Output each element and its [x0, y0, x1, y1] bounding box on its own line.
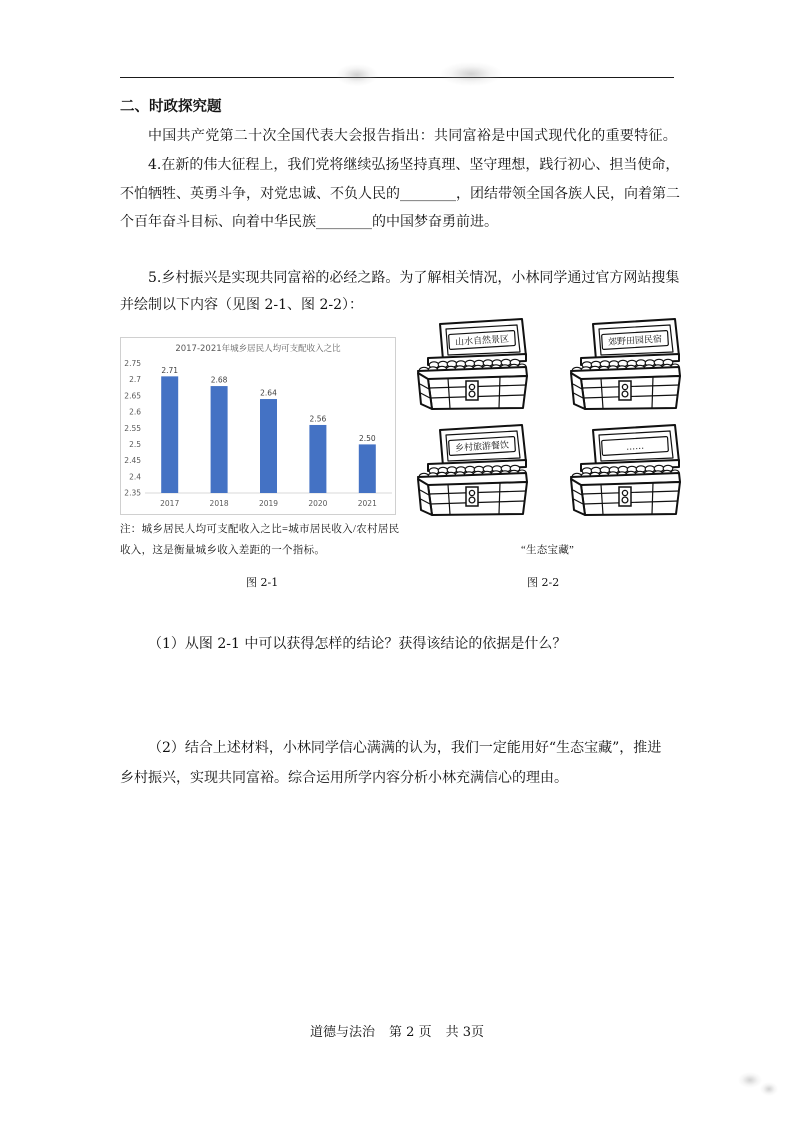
section-title: 二、时政探究题 [120, 99, 222, 115]
y-tick-label: 2.5 [129, 440, 141, 449]
bar-2018 [211, 386, 228, 493]
y-tick-label: 2.4 [129, 472, 141, 482]
scan-smudge [760, 1082, 778, 1096]
figure-2-2-subtitle: “生态宝藏” [521, 545, 575, 556]
chest-label: 乡村旅游餐饮 [454, 440, 510, 454]
y-tick-label: 2.35 [124, 488, 141, 498]
scan-smudge [336, 64, 378, 86]
bar-2020 [309, 425, 326, 493]
x-tick-label: 2019 [258, 499, 279, 508]
treasure-chest-icon [410, 318, 530, 410]
treasure-chest-icon [410, 424, 530, 516]
footer-total-pages: 共 3页 [445, 1025, 484, 1040]
sub-question-2-line: （2）结合上述材料，小林同学信心满满的认为，我们一定能用好“生态宝藏”，推进 [148, 740, 662, 756]
bar-2017 [161, 376, 178, 493]
sub-question-1: （1）从图 2-1 中可以获得怎样的结论？获得该结论的依据是什么？ [148, 636, 567, 652]
x-tick-label: 2021 [357, 499, 377, 508]
y-tick-label: 2.55 [124, 423, 141, 433]
scan-smudge [440, 62, 502, 86]
y-tick-label: 2.6 [129, 407, 141, 417]
figure-2-1-note: 注：城乡居民人均可支配收入之比=城市居民收入/农村居民 [120, 524, 400, 535]
bar-2021 [359, 444, 376, 493]
y-tick-label: 2.45 [124, 456, 141, 466]
footer-page-number: 第 2 页 [389, 1025, 432, 1040]
chest-label: 山水自然景区 [454, 334, 510, 348]
chest-label: 郊野田园民宿 [607, 334, 663, 348]
question-5-line: 并绘制以下内容（见图 2-1、图 2-2）： [120, 297, 363, 313]
x-tick-label: 2020 [308, 499, 328, 508]
question-4-line: 个百年奋斗目标、向着中华民族________的中国梦奋勇前进。 [120, 214, 498, 230]
x-tick-label: 2018 [209, 499, 229, 508]
y-tick-label: 2.7 [129, 375, 141, 385]
figure-2-2-caption: 图 2-2 [527, 576, 560, 589]
sub-question-2-line: 乡村振兴，实现共同富裕。综合运用所学内容分析小林充满信心的理由。 [120, 770, 568, 786]
question-4-line: 不怕牺牲、英勇斗争，对党忠诚、不负人民的________，团结带领全国各族人民，向着第二 [120, 186, 680, 202]
data-label: 2.64 [260, 388, 277, 398]
scan-smudge [738, 1072, 762, 1088]
data-label: 2.50 [358, 433, 376, 443]
bar-2019 [260, 399, 277, 493]
chart-title: 2017-2021年城乡居民人均可支配收入之比 [175, 344, 341, 354]
question-5-line: 5.乡村振兴是实现共同富裕的必经之路。为了解相关情况，小林同学通过官方网站搜集 [148, 270, 680, 286]
page-footer [0, 1023, 794, 1043]
y-tick-label: 2.75 [124, 359, 141, 368]
data-label: 2.68 [210, 375, 228, 385]
figure-2-1-note: 收入，这是衡量城乡收入差距的一个指标。 [120, 545, 326, 556]
chest-label: …… [625, 441, 645, 453]
income-ratio-bar-chart [120, 337, 396, 515]
figure-2-1-caption: 图 2-1 [246, 576, 279, 589]
y-tick-label: 2.65 [124, 391, 141, 401]
header-rule [120, 77, 674, 78]
footer-subject: 道德与法治 [310, 1025, 376, 1040]
x-tick-label: 2017 [160, 499, 180, 508]
treasure-chest-icon [563, 318, 683, 410]
question-4-line: 4.在新的伟大征程上，我们党将继续弘扬坚持真理、坚守理想，践行初心、担当使命， [148, 157, 680, 173]
material-intro: 中国共产党第二十次全国代表大会报告指出：共同富裕是中国式现代化的重要特征。 [148, 129, 678, 144]
data-label: 2.71 [161, 365, 179, 375]
data-label: 2.56 [309, 414, 327, 424]
treasure-chest-icon [563, 424, 683, 516]
